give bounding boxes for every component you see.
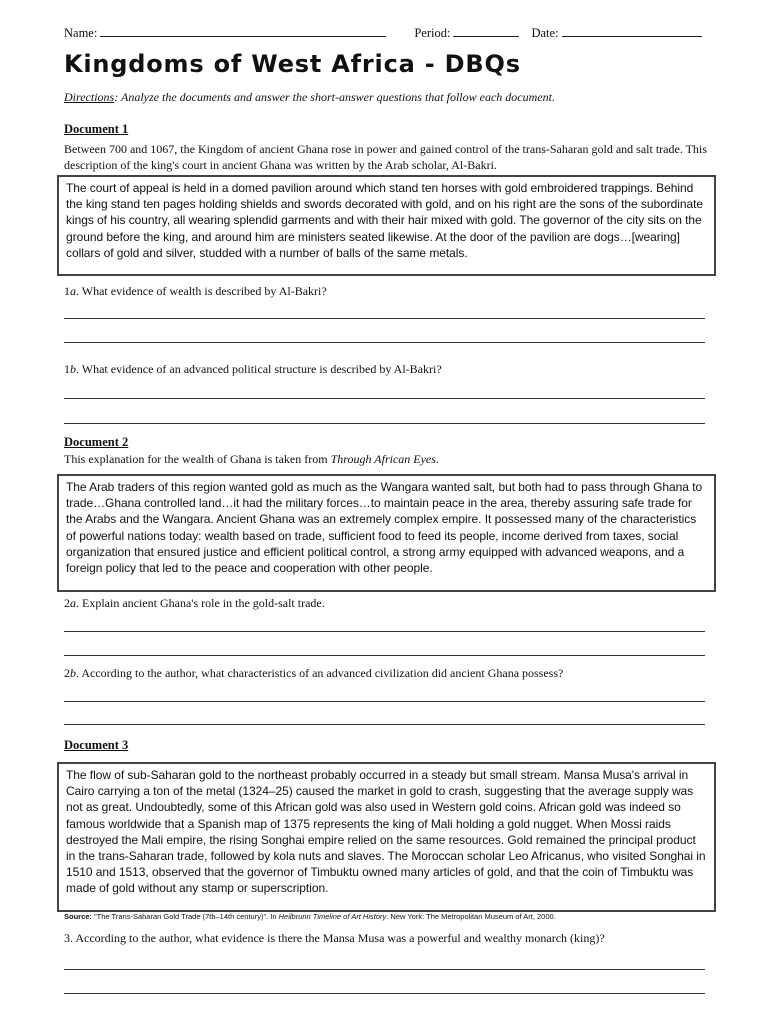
question-letter: a: [70, 596, 76, 610]
document-1-quote: The court of appeal is held in a domed pavilion around which stand ten horses with gold embroidered trappings. Behind the king stand ten pages holding shields and swords decorated with gold, and on his right are the sons of the subordinate kings of his country, all wearing splendid garments and with their hair mixed with gold. The governor of the city sits on the ground before the king, and around him are ministers seated likewise. At the door of the pavilion are dogs…[wearing] collars of gold and silver, studded with a number of balls of the same metals.: [57, 175, 716, 276]
answer-line-2b-2[interactable]: [64, 724, 705, 725]
document-1-heading: Document 1: [64, 122, 129, 136]
question-2b: [64, 666, 563, 681]
answer-line-1a-1[interactable]: [64, 318, 705, 319]
answer-line-2a-2[interactable]: [64, 655, 705, 656]
question-1b: [64, 362, 442, 377]
source-label: Source:: [64, 912, 92, 921]
document-2-quote: The Arab traders of this region wanted gold as much as the Wangara wanted salt, but both had to pass through Ghana to trade…Ghana controlled land…it had the military forces…to maintain peace in the area, thereby assuring safe trade for the Arabs and the Wangara. Ancient Ghana was an extremely complex empire. It possessed many of the characteristics of powerful nations today: wealth based on trade, sufficient food to feed its people, income derived from taxes, social organization that ensured justice and efficient political control, a strong army equipped with advanced weapons, and a foreign policy that led to the peace and cooperation with other people.: [57, 474, 716, 592]
source-publication: Heilbrunn Timeline of Art History: [278, 912, 387, 921]
answer-line-1a-2[interactable]: [64, 342, 705, 343]
question-2a: [64, 596, 325, 611]
question-letter: b: [70, 362, 76, 376]
intro-text: This explanation for the wealth of Ghana is taken from: [64, 452, 331, 466]
date-label: Date:: [531, 26, 559, 40]
question-text: . According to the author, what characteristics of an advanced civilization did ancient Ghana possess?: [76, 666, 564, 680]
intro-text-end: .: [435, 452, 439, 466]
document-3-source: [64, 912, 556, 921]
name-label: Name:: [64, 26, 98, 40]
period-label: Period:: [414, 26, 451, 40]
answer-line-2b-1[interactable]: [64, 701, 705, 702]
question-letter: a: [70, 284, 76, 298]
document-2-heading: Document 2: [64, 435, 129, 449]
directions: [64, 90, 555, 105]
question-text: . What evidence of wealth is described by Al-Bakri?: [76, 284, 327, 298]
source-text-end: . New York: The Metropolitan Museum of Art, 2000.: [386, 912, 556, 921]
document-3-heading: Document 3: [64, 738, 129, 752]
directions-label: Directions: [64, 90, 115, 104]
page-title: Kingdoms of West Africa - DBQs: [64, 50, 521, 78]
source-text: "The Trans-Saharan Gold Trade (7th–14th century)". In: [91, 912, 279, 921]
document-2-intro: [64, 452, 710, 468]
question-letter: b: [70, 666, 76, 680]
answer-line-3-2[interactable]: [64, 993, 705, 994]
answer-line-2a-1[interactable]: [64, 631, 705, 632]
question-1a: [64, 284, 327, 299]
book-title: Through African Eyes: [330, 452, 436, 466]
question-3: [64, 931, 605, 946]
period-field[interactable]: [414, 24, 519, 41]
document-3-quote: The flow of sub-Saharan gold to the northeast probably occurred in a steady but small stream. Mansa Musa's arrival in Cairo carrying a ton of the metal (1324–25) caused the market in gold to crash, suggesting that the average supply was not as great. Undoubtedly, some of this African gold was also used in Western gold coins. African gold was indeed so famous worldwide that a Spanish map of 1375 represents the king of Mali holding a gold nugget. When Mossi raids destroyed the Mali empire, the rising Songhai empire relied on the same resources. Gold remained the principal product in the trans-Saharan trade, followed by kola nuts and slaves. The Moroccan scholar Leo Africanus, who visited Songhai in 1510 and 1513, observed that the governor of Timbuktu owned many articles of gold, and that the coin of Timbuktu was made of gold without any stamp or superscription.: [57, 762, 716, 912]
answer-line-1b-1[interactable]: [64, 398, 705, 399]
question-number: 1: [64, 362, 70, 376]
document-1-intro: Between 700 and 1067, the Kingdom of ancient Ghana rose in power and gained control of the trans-Saharan gold and salt trade. This description of the king's court in ancient Ghana was written by the Arab scholar, Al-Bakri.: [64, 142, 707, 172]
student-info-header: [64, 24, 706, 41]
answer-line-3-1[interactable]: [64, 969, 705, 970]
question-text: . According to the author, what evidence is there the Mansa Musa was a powerful and wealthy monarch (king)?: [70, 931, 605, 945]
question-number: 2: [64, 666, 70, 680]
directions-text: : Analyze the documents and answer the short-answer questions that follow each document.: [114, 90, 555, 104]
question-number: 2: [64, 596, 70, 610]
answer-line-1b-2[interactable]: [64, 423, 705, 424]
date-field[interactable]: [531, 24, 701, 41]
question-number: 1: [64, 284, 70, 298]
question-text: . Explain ancient Ghana's role in the gold-salt trade.: [76, 596, 325, 610]
question-text: . What evidence of an advanced political structure is described by Al-Bakri?: [76, 362, 442, 376]
name-field[interactable]: [64, 24, 386, 41]
question-number: 3: [64, 931, 70, 945]
